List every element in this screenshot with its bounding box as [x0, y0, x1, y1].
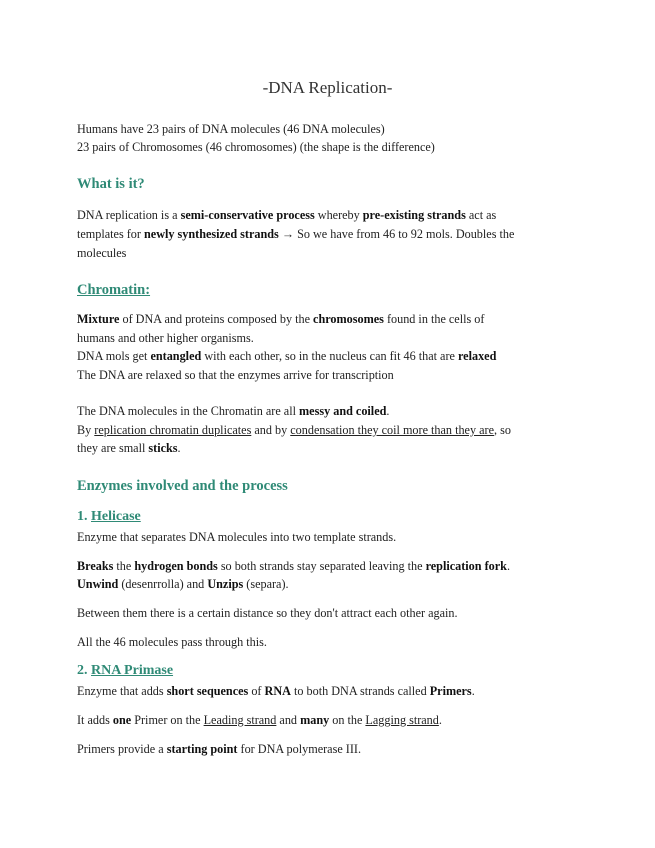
heading-helicase: 1. Helicase	[77, 509, 141, 524]
helicase-para-4: Between them there is a certain distance so they don't attract each other again.	[77, 606, 458, 620]
heading-rna-primase: 2. RNA Primase	[77, 663, 174, 678]
heading-enzymes: Enzymes involved and the process	[77, 478, 288, 494]
heading-chromatin: Chromatin:	[77, 282, 151, 298]
chromatin-line-6: By replication chromatin duplicates and by condensation they coil more than they are, so	[77, 423, 511, 437]
chromatin-line-5: The DNA molecules in the Chromatin are all messy and coiled.	[77, 404, 390, 418]
intro-line-1: Humans have 23 pairs of DNA molecules (46 DNA molecules)	[77, 122, 385, 136]
chromatin-line-4: The DNA are relaxed so that the enzymes arrive for transcription	[77, 368, 394, 382]
chromatin-line-2: humans and other higher organisms.	[77, 331, 254, 345]
chromatin-line-1: Mixture of DNA and proteins composed by the chromosomes found in the cells of	[77, 312, 485, 326]
what-is-it-line-3: molecules	[77, 246, 127, 260]
heading-what-is-it: What is it?	[77, 176, 145, 192]
chromatin-line-3: DNA mols get entangled with each other, so in the nucleus can fit 46 that are relaxed	[77, 349, 497, 363]
helicase-para-5: All the 46 molecules pass through this.	[77, 635, 267, 649]
what-is-it-line-1: DNA replication is a semi-conservative process whereby pre-existing strands act as	[77, 208, 497, 222]
helicase-para-2: Breaks the hydrogen bonds so both strands stay separated leaving the replication fork.	[77, 559, 510, 573]
chromatin-line-7: they are small sticks.	[77, 441, 181, 455]
helicase-para-1: Enzyme that separates DNA molecules into two template strands.	[77, 530, 397, 544]
primase-para-1: Enzyme that adds short sequences of RNA to both DNA strands called Primers.	[77, 684, 475, 698]
helicase-para-3: Unwind (desenrrolla) and Unzips (separa).	[77, 577, 289, 591]
primase-para-3: Primers provide a starting point for DNA polymerase III.	[77, 742, 361, 756]
primase-para-2: It adds one Primer on the Leading strand and many on the Lagging strand.	[77, 713, 442, 727]
what-is-it-line-2: templates for newly synthesized strands → So we have from 46 to 92 mols. Doubles the	[77, 227, 515, 241]
page-title: -DNA Replication-	[262, 78, 393, 97]
intro-line-2: 23 pairs of Chromosomes (46 chromosomes) (the shape is the difference)	[77, 140, 435, 154]
